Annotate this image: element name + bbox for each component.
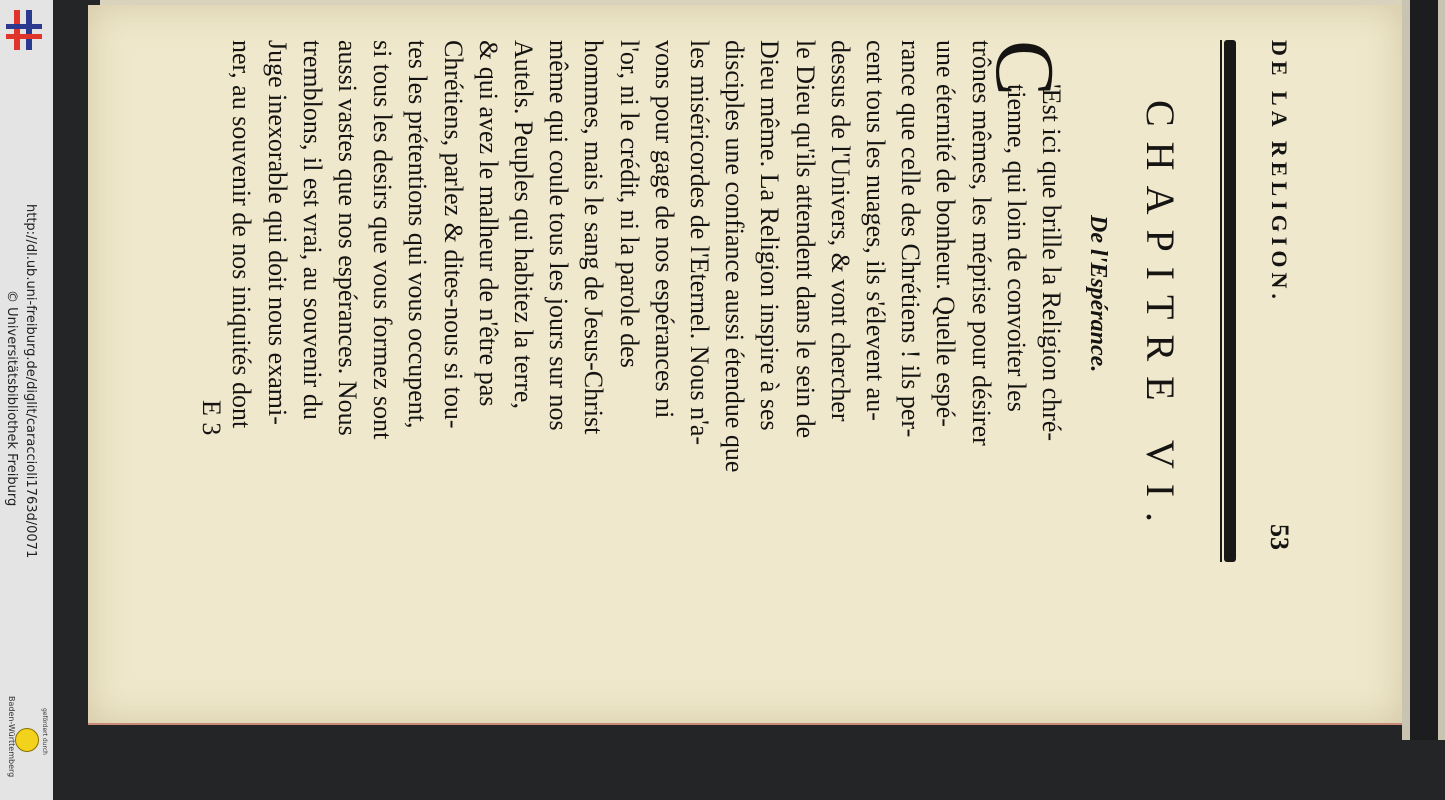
signature-mark: E 3 bbox=[197, 400, 226, 436]
chapter-subtitle: De l'Espérance. bbox=[1085, 215, 1111, 373]
text-line: ner, au souvenir de nos iniquités dont bbox=[227, 40, 257, 429]
text-line: cent tous les nuages, ils s'élevent au- bbox=[861, 40, 890, 421]
text-line: aussi vastes que nos espérances. Nous bbox=[333, 40, 362, 436]
text-line: tes les prétentions qui vous occupent, bbox=[403, 40, 433, 429]
funded-by: Baden-Württemberg bbox=[7, 696, 16, 778]
text-line: le Dieu qu'ils attendent dans le sein de bbox=[790, 40, 820, 439]
library-sidebar bbox=[0, 0, 53, 800]
funding-notice bbox=[7, 696, 48, 800]
scan-right-edge bbox=[1410, 0, 1438, 740]
header-rule-thin bbox=[1220, 40, 1222, 562]
text-line: une éternité de bonheur. Quelle espé- bbox=[931, 40, 961, 427]
text-line: Autels. Peuples qui habitez la terre, bbox=[509, 40, 538, 409]
text-line: Juge inexorable qui doit nous exami- bbox=[262, 40, 292, 425]
source-url[interactable]: http://dl.ub.uni-freiburg.de/diglit/caraccioli1763d/0071 bbox=[23, 204, 38, 559]
drop-cap: C bbox=[978, 40, 1071, 97]
running-head: DE LA RELIGION. bbox=[1267, 40, 1292, 304]
text-line: Chrétiens, parlez & dites-nous si tou- bbox=[438, 40, 468, 429]
text-line: hommes, mais le sang de Jesus-Christ bbox=[579, 40, 609, 435]
text-line: tremblons, il est vrai, au souvenir du bbox=[297, 40, 327, 420]
text-line: Dieu même. La Religion inspire à ses bbox=[755, 40, 785, 431]
text-line: trônes mêmes, les méprise pour désirer bbox=[966, 40, 996, 446]
page-number: 53 bbox=[1265, 524, 1294, 550]
text-line: & qui avez le malheur de n'être pas bbox=[473, 40, 503, 407]
funded-label: gefördert durch bbox=[41, 708, 48, 755]
copyright-notice: © Universitätsbibliothek Freiburg bbox=[4, 290, 19, 507]
text-line: 'Est ici que brille la Religion chré- bbox=[1037, 84, 1066, 442]
university-logo-icon bbox=[4, 8, 44, 52]
text-line: vons pour gage de nos espérances ni bbox=[649, 40, 679, 419]
chapter-title: CHAPITRE VI. bbox=[1138, 100, 1183, 538]
text-line: si tous les desirs que vous formez sont bbox=[368, 40, 398, 440]
text-line: disciples une confiance aussi étendue que bbox=[720, 40, 750, 473]
text-line: tienne, qui loin de convoiter les bbox=[1001, 84, 1031, 412]
state-seal-icon bbox=[15, 728, 39, 752]
text-line: les miséricordes de l'Eternel. Nous n'a- bbox=[685, 40, 714, 446]
text-line: même qui coule tous les jours sur nos bbox=[544, 40, 574, 431]
text-line: l'or, ni le crédit, ni la parole des bbox=[614, 40, 644, 368]
header-rule bbox=[1224, 40, 1236, 562]
text-line: dessus de l'Univers, & vont chercher bbox=[825, 40, 855, 422]
text-line: rance que celle des Chrétiens ! ils per- bbox=[896, 40, 926, 438]
